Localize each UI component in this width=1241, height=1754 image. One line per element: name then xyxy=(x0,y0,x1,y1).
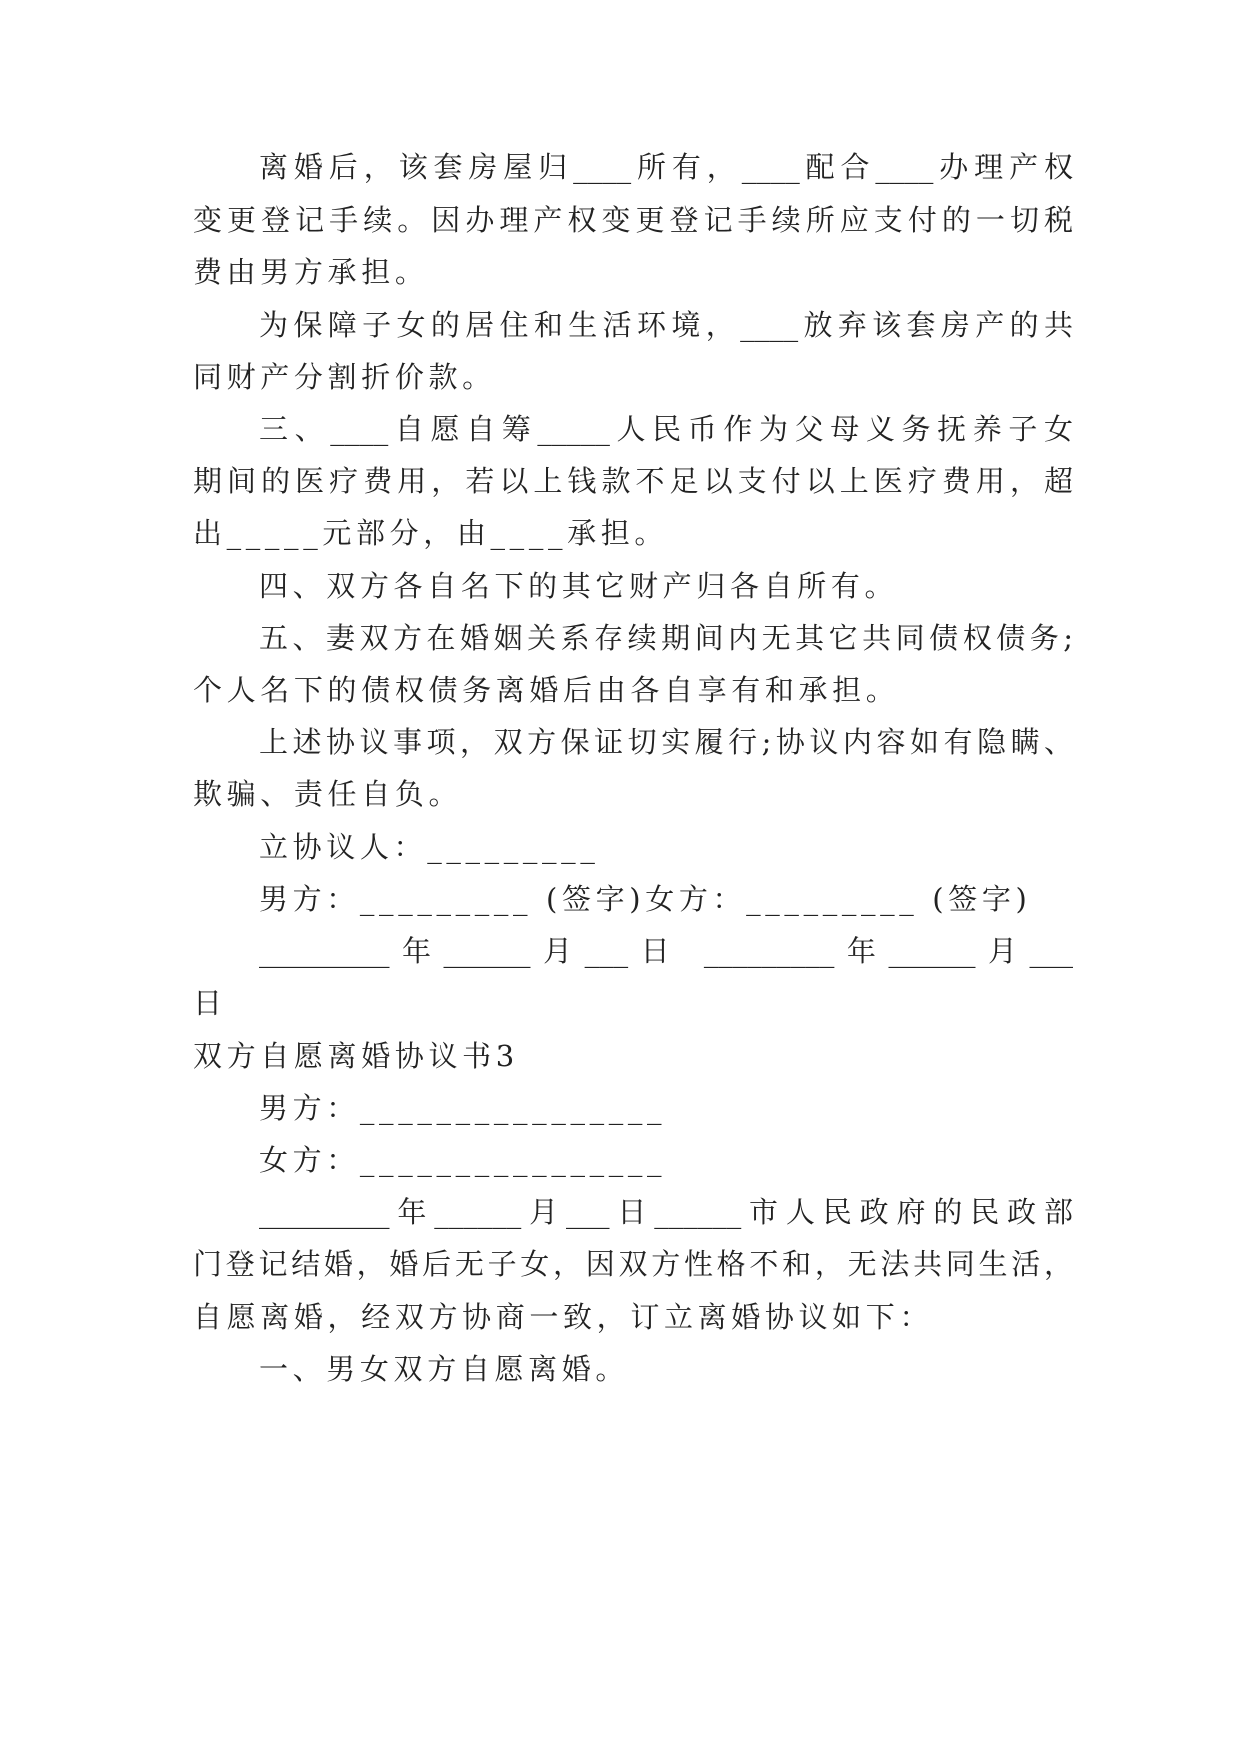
date-line: _________年______月___日 _________年______月___ xyxy=(259,934,1073,968)
paragraph-line: 门登记结婚，婚后无子女，因双方性格不和，无法共同生活， xyxy=(193,1247,1073,1281)
paragraph-line: 个人名下的债权债务离婚后由各自享有和承担。 xyxy=(193,673,900,707)
wife-line: 女方：________________ xyxy=(259,1143,667,1177)
date-line-end: 日 xyxy=(193,986,227,1020)
paragraph-line: 欺骗、责任自负。 xyxy=(193,777,463,811)
signatory-line: 立协议人：_________ xyxy=(259,830,600,864)
paragraph-line: 同财产分割折价款。 xyxy=(193,360,496,394)
paragraph-line: _________年______月___日______市人民政府的民政部 xyxy=(259,1195,1073,1229)
clause-line: 一、男女双方自愿离婚。 xyxy=(259,1352,630,1386)
paragraph-line: 为保障子女的居住和生活环境，____放弃该套房产的共 xyxy=(259,308,1073,342)
paragraph-line: 期间的医疗费用，若以上钱款不足以支付以上医疗费用，超 xyxy=(193,464,1073,498)
husband-line: 男方：________________ xyxy=(259,1091,667,1125)
paragraph-line: 变更登记手续。因办理产权变更登记手续所应支付的一切税 xyxy=(193,203,1073,237)
paragraph-line: 上述协议事项，双方保证切实履行;协议内容如有隐瞒、 xyxy=(259,725,1073,759)
paragraph-line: 三、____自愿自筹_____人民币作为父母义务抚养子女 xyxy=(259,412,1073,446)
paragraph-line: 费由男方承担。 xyxy=(193,255,429,289)
paragraph-line: 离婚后，该套房屋归____所有，____配合____办理产权 xyxy=(259,150,1073,184)
paragraph-line: 五、妻双方在婚姻关系存续期间内无其它共同债权债务; xyxy=(259,621,1073,655)
signature-line: 男方：_________ (签字)女方：_________ (签字) xyxy=(259,882,1032,916)
paragraph-line: 出_____元部分，由____承担。 xyxy=(193,516,669,550)
paragraph-line: 自愿离婚，经双方协商一致，订立离婚协议如下： xyxy=(193,1300,934,1334)
paragraph-line: 四、双方各自名下的其它财产归各自所有。 xyxy=(259,569,899,603)
section-title: 双方自愿离婚协议书3 xyxy=(193,1039,519,1073)
